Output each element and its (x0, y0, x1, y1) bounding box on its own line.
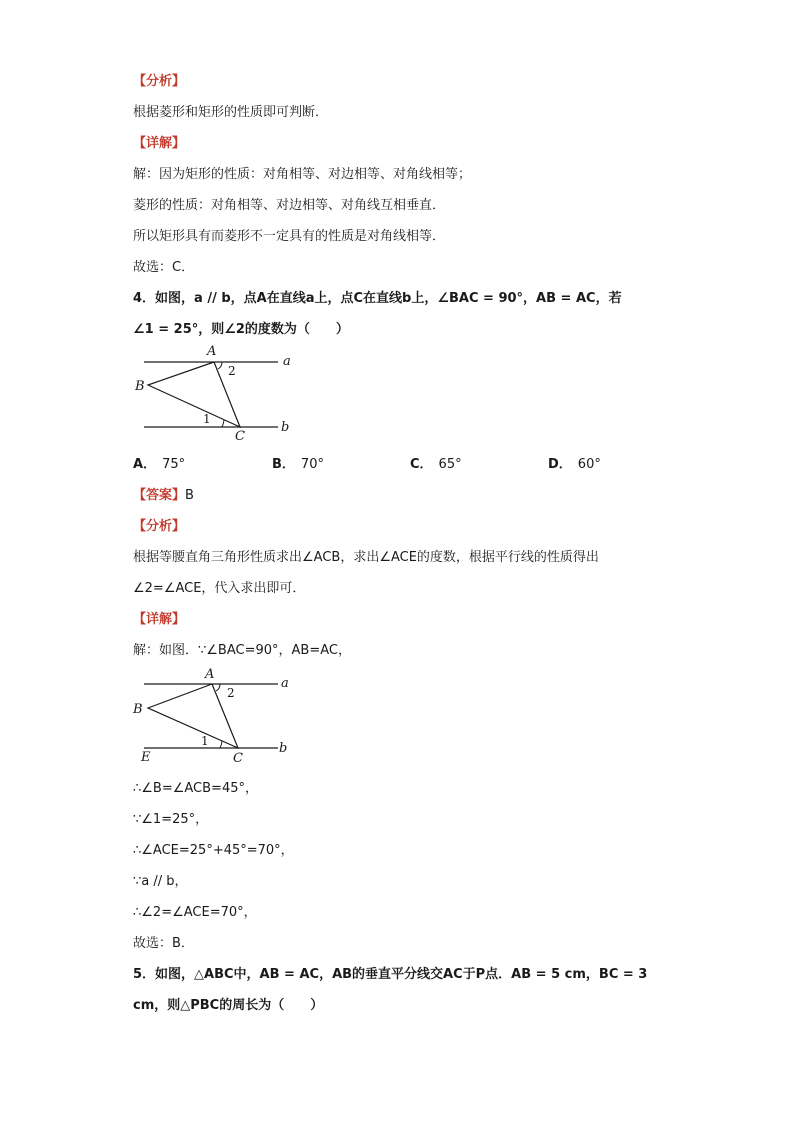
label-B: B (133, 702, 143, 717)
q4-option-d-value: 60° (577, 457, 601, 472)
q4-solution-step-1: ∴∠B=∠ACB=45°， (133, 781, 258, 796)
q5-stem-line-2: cm，则△PBC的周长为（ ） (133, 998, 324, 1013)
label-a: a (281, 676, 289, 691)
angle-1-arc (222, 420, 224, 427)
label-C: C (233, 751, 243, 766)
q4-option-a-value: 75° (162, 457, 186, 472)
q4-option-b[interactable] (272, 453, 324, 472)
q4-option-d[interactable] (548, 453, 601, 472)
q4-answer-tag: 【答案】 (133, 488, 186, 503)
q4-option-b-letter: B． (272, 457, 295, 472)
label-C: C (235, 429, 245, 444)
angle-2-arc (216, 684, 220, 691)
label-A: A (205, 667, 215, 682)
q3-detail-tag: 【详解】 (133, 136, 186, 151)
q5-stem-line-1: 5．如图，△ABC中，AB = AC，AB的垂直平分线交AC于P点．AB = 5 cm，BC = 3 (133, 967, 648, 982)
q4-solution-figure (130, 664, 300, 769)
q3-analysis-text: 根据菱形和矩形的性质即可判断． (133, 105, 329, 120)
q4-answer-value: B (185, 488, 194, 503)
label-B: B (135, 379, 145, 394)
q4-detail-tag: 【详解】 (133, 612, 186, 627)
q4-stem-line-1: 4．如图，a // b，点A在直线a上，点C在直线b上，∠BAC = 90°，AB = AC，若 (133, 291, 622, 306)
q4-option-c[interactable] (410, 453, 462, 472)
label-a: a (283, 354, 291, 369)
q3-detail-line-1: 解：因为矩形的性质：对角相等、对边相等、对角线相等； (133, 167, 472, 182)
triangle-abc (148, 362, 240, 427)
angle-2-arc (218, 362, 222, 369)
label-A: A (207, 344, 217, 359)
label-1: 1 (201, 734, 209, 748)
label-E: E (141, 750, 151, 765)
triangle-abc (148, 684, 238, 748)
q3-analysis-tag: 【分析】 (133, 74, 186, 89)
q4-solution-intro: 解：如图．∵∠BAC=90°，AB=AC， (133, 643, 351, 658)
q4-solution-step-3: ∴∠ACE=25°+45°=70°， (133, 843, 294, 858)
q3-detail-line-2: 菱形的性质：对角相等、对边相等、对角线互相垂直． (133, 198, 446, 213)
q4-option-c-letter: C． (410, 457, 433, 472)
q4-solution-step-2: ∵∠1=25°， (133, 812, 209, 827)
label-b: b (281, 420, 290, 435)
q4-option-a-letter: A． (133, 457, 157, 472)
q4-figure (130, 340, 300, 445)
q4-analysis-tag: 【分析】 (133, 519, 186, 534)
label-2: 2 (227, 686, 235, 700)
q4-solution-step-5: ∴∠2=∠ACE=70°， (133, 905, 257, 920)
q4-solution-step-6: 故选：B． (133, 936, 194, 951)
label-2: 2 (228, 364, 236, 378)
q4-option-c-value: 65° (438, 457, 462, 472)
q4-stem-line-2: ∠1 = 25°，则∠2的度数为（ ） (133, 322, 349, 337)
q3-detail-line-3: 所以矩形具有而菱形不一定具有的性质是对角线相等． (133, 229, 446, 244)
q3-detail-line-4: 故选：C． (133, 260, 195, 275)
q4-analysis-line-1: 根据等腰直角三角形性质求出∠ACB，求出∠ACE的度数，根据平行线的性质得出 (133, 550, 599, 565)
q4-solution-step-4: ∵a // b， (133, 874, 188, 889)
q4-option-a[interactable] (133, 453, 185, 472)
q4-option-d-letter: D． (548, 457, 572, 472)
label-b: b (279, 741, 288, 756)
label-1: 1 (203, 412, 211, 426)
q4-option-b-value: 70° (300, 457, 324, 472)
q4-analysis-line-2: ∠2=∠ACE，代入求出即可． (133, 581, 306, 596)
q4-answer-line (133, 484, 194, 503)
angle-1-arc (220, 741, 222, 748)
